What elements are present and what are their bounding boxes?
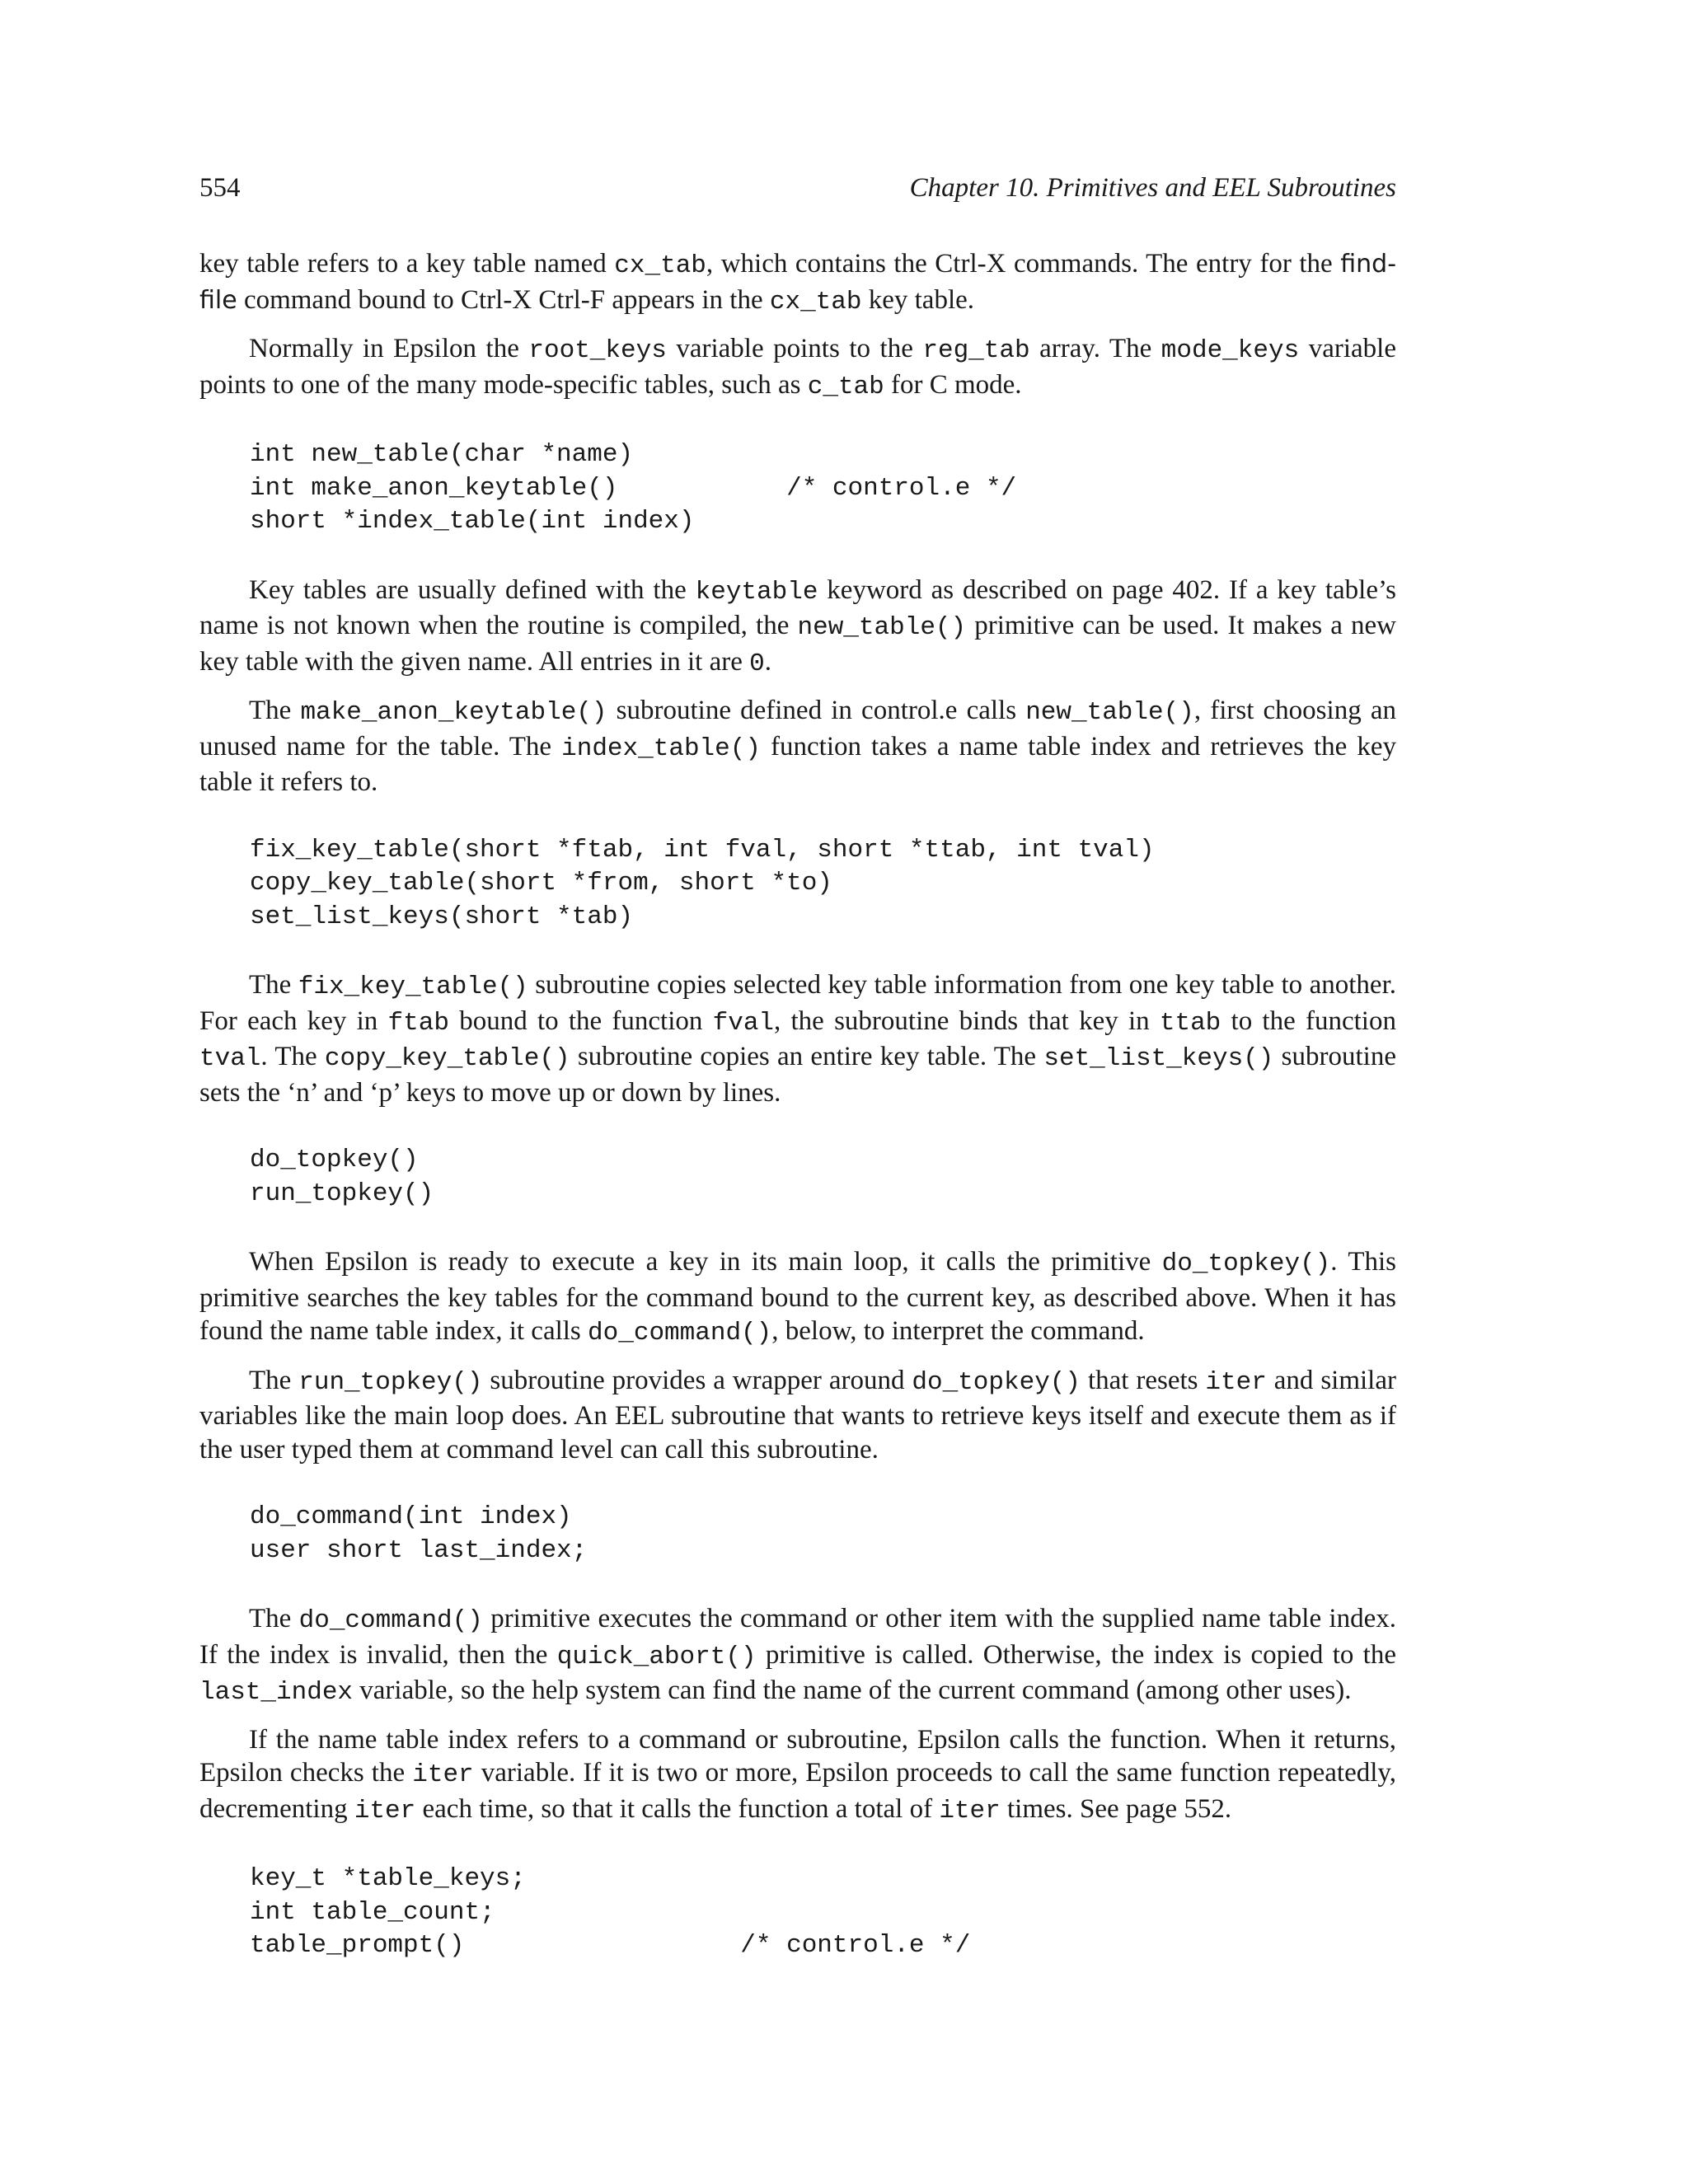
- code-line: fix_key_table(short *ftab, int fval, short *ttab, int tval): [250, 835, 1155, 865]
- code-line: int new_table(char *name): [250, 440, 634, 469]
- code-block-2: [250, 834, 1396, 935]
- code-line: short *index_table(int index): [250, 507, 695, 536]
- code-line: int table_count;: [250, 1897, 495, 1927]
- running-head: [199, 171, 1396, 204]
- code-block-3: [250, 1144, 1396, 1211]
- paragraph-1: key table refers to a key table named cx_tab, which contains the Ctrl-X commands. The entry for the find-file command bound to Ctrl-X Ctrl-F appears in the cx_tab key table.: [199, 249, 1397, 316]
- paragraph-6: When Epsilon is ready to execute a key in its main loop, it calls the primitive do_topkey(). This primitive searches the key tables for the command bound to the current key, as described above. When it has found the name table index, it calls do_command(), below, to interpret the command.: [199, 1247, 1397, 1347]
- page-content: [199, 247, 1396, 1998]
- paragraph-4: The make_anon_keytable() subroutine defined in control.e calls new_table(), first choosing an unused name for the table. The index_table() function takes a name table index and retrieves the key table it refers to.: [199, 696, 1396, 797]
- code-line: do_topkey(): [250, 1146, 419, 1174]
- code-block-5: [250, 1863, 1396, 1963]
- code-block-1: [250, 438, 1396, 539]
- code-line: int make_anon_keytable() /* control.e */: [250, 473, 1017, 503]
- code-line: user short last_index;: [250, 1535, 588, 1565]
- paragraph-8: The do_command() primitive executes the command or other item with the supplied name table index. If the index is invalid, then the quick_abort() primitive is called. Otherwise, the index is copied to the last_index variable, so the help system can find the name of the current command (among other uses).: [199, 1604, 1396, 1707]
- code-line: copy_key_table(short *from, short *to): [250, 869, 832, 898]
- page-number: 554: [199, 173, 241, 203]
- code-line: key_t *table_keys;: [250, 1864, 526, 1893]
- paragraph-5: The fix_key_table() subroutine copies selected key table information from one key table to another. For each key in ftab bound to the function fval, the subroutine binds that key in ttab to the function tval. The copy_key_table() subroutine copies an entire key table. The set_list_keys() subroutine sets the ‘n’ and ‘p’ keys to move up or down by lines.: [199, 970, 1396, 1108]
- paragraph-2: Normally in Epsilon the root_keys variable points to the reg_tab array. The mode_keys variable points to one of the many mode-specific tables, such as c_tab for C mode.: [199, 334, 1396, 401]
- paragraph-7: The run_topkey() subroutine provides a wrapper around do_topkey() that resets iter and similar variables like the main loop does. An EEL subroutine that wants to retrieve keys itself and execute them as if the user typed them at command level can call this subroutine.: [199, 1365, 1396, 1465]
- code-line: table_prompt() /* control.e */: [250, 1931, 971, 1960]
- chapter-title: Chapter 10. Primitives and EEL Subroutines: [909, 173, 1396, 203]
- paragraph-3: Key tables are usually defined with the keytable keyword as described on page 402. If a key table’s name is not known when the routine is compiled, the new_table() primitive can be used. It makes a new key table with the given name. All entries in it are 0.: [199, 574, 1397, 678]
- code-block-4: [250, 1501, 1396, 1568]
- code-line: run_topkey(): [250, 1179, 434, 1208]
- code-line: set_list_keys(short *tab): [250, 902, 634, 931]
- paragraph-9: If the name table index refers to a command or subroutine, Epsilon calls the function. When it returns, Epsilon checks the iter variable. If it is two or more, Epsilon proceeds to call the same function repeatedly, decrementing iter each time, so that it calls the function a total of iter times. See page 552.: [199, 1724, 1396, 1825]
- code-line: do_command(int index): [250, 1502, 572, 1531]
